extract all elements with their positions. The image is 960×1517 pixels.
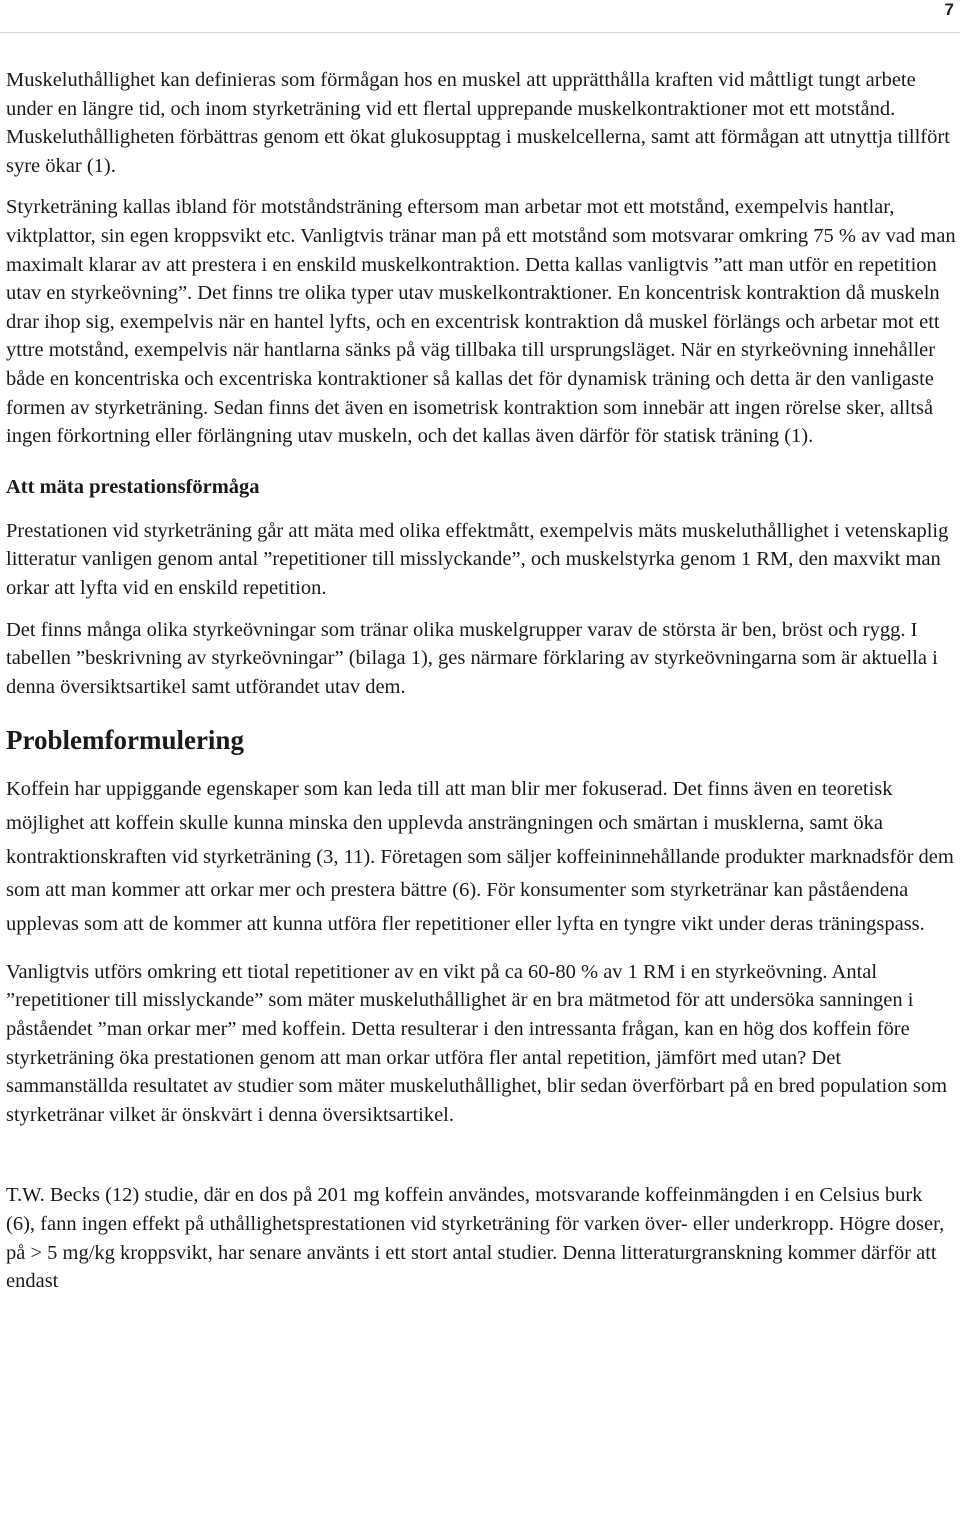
- paragraph-muscular-endurance: Muskeluthållighet kan definieras som förmågan hos en muskel att upprätthålla kraften vid måttligt tungt arbete under en längre tid, och inom styrketräning vid ett flertal upprepande muskelkontraktioner mot ett motstånd. Muskeluthålligheten förbättras genom ett ökat glukosupptag i muskelcellerna, samt att förmågan att utnyttja tillfört syre ökar (1).: [6, 69, 950, 177]
- paragraph-becks-study: T.W. Becks (12) studie, där en dos på 201 mg koffein användes, motsvarande koffeinmängden i en Celsius burk (6), fann ingen effekt på uthållighetsprestationen vid styrketräning för varken över- eller underkropp. Högre doser, på > 5 mg/kg kroppsvikt, har senare använts i ett stort antal studier. Denna litteraturgranskning kommer därför att endast: [6, 1184, 945, 1293]
- section-heading-problem: Problemformulering: [6, 725, 244, 756]
- section-heading-measuring: Att mäta prestationsförmåga: [6, 475, 260, 498]
- paragraph-caffeine-effects: Koffein har uppiggande egenskaper som kan leda till att man blir mer fokuserad. Det finns även en teoretisk möjlighet att koffein skulle kunna minska den upplevda ansträngningen och smärtan i musklerna, samt öka kontraktionskraften vid styrketräning (3, 11). Företagen som säljer koffeininnehållande produkter marknadsför dem som att man kommer att orkar mer och prestera bättre (6). För konsumenter som styrketränar kan påståendena upplevas som att de kommer att kunna utföra fler repetitioner eller lyfta en tyngre vikt under deras träningspass.: [6, 778, 954, 936]
- paragraph-research-question: Vanligtvis utförs omkring ett tiotal repetitioner av en vikt på ca 60-80 % av 1 RM i en styrkeövning. Antal ”repetitioner till misslyckande” som mäter muskeluthållighet är en bra mätmetod för att undersöka sanningen i påståendet ”man orkar mer” med koffein. Detta resulterar i den intressanta frågan, kan en hög dos koffein före styrketräning öka prestationen genom att man orkar utföra fler antal repetition, jämfört med utan? Det sammanställda resultatet av studier som mäter muskeluthållighet, blir sedan överförbart på en bred population som styrketränar vilket är önskvärt i denna översiktsartikel.: [6, 960, 948, 1126]
- paragraph-strength-training: Styrketräning kallas ibland för motståndsträning eftersom man arbetar mot ett motstånd, exempelvis hantlar, viktplattor, sin egen kroppsvikt etc. Vanligtvis tränar man på ett motstånd som motsvarar omkring 75 % av vad man maximalt klarar av att prestera i en enskild muskelkontraktion. Detta kallas vanligtvis ”att man utför en repetition utav en styrkeövning”. Det finns tre olika typer utav muskelkontraktioner. En koncentrisk kontraktion då muskeln drar ihop sig, exempelvis när en hantel lyfts, och en excentrisk kontraktion då muskel förlängs och arbetar mot ett yttre motstånd, exempelvis när hantlarna sänks på väg tillbaka till ursprungsläget. När en styrkeövning innehåller både en koncentriska och excentriska kontraktioner så kallas det för dynamisk träning och detta är den vanligaste formen av styrketräning. Sedan finns det även en isometrisk kontraktion som innebär att ingen rörelse sker, alltså ingen förkortning eller förlängning utav muskeln, och det kallas även därför för statisk träning (1).: [6, 196, 956, 448]
- page-number: 7: [944, 0, 954, 19]
- header-divider: [0, 32, 960, 33]
- document-body: [6, 66, 956, 1296]
- paragraph-measuring-performance: Prestationen vid styrketräning går att mäta med olika effektmått, exempelvis mäts muskeluthållighet i vetenskaplig litteratur vanligen genom antal ”repetitioner till misslyckande”, och muskelstyrka genom 1 RM, den maxvikt man orkar att lyfta vid en enskild repetition.: [6, 519, 949, 599]
- paragraph-exercises: Det finns många olika styrkeövningar som tränar olika muskelgrupper varav de största är ben, bröst och rygg. I tabellen ”beskrivning av styrkeövningar” (bilaga 1), ges närmare förklaring av styrkeövningarna som är aktuella i denna översiktsartikel samt utförandet utav dem.: [6, 618, 938, 698]
